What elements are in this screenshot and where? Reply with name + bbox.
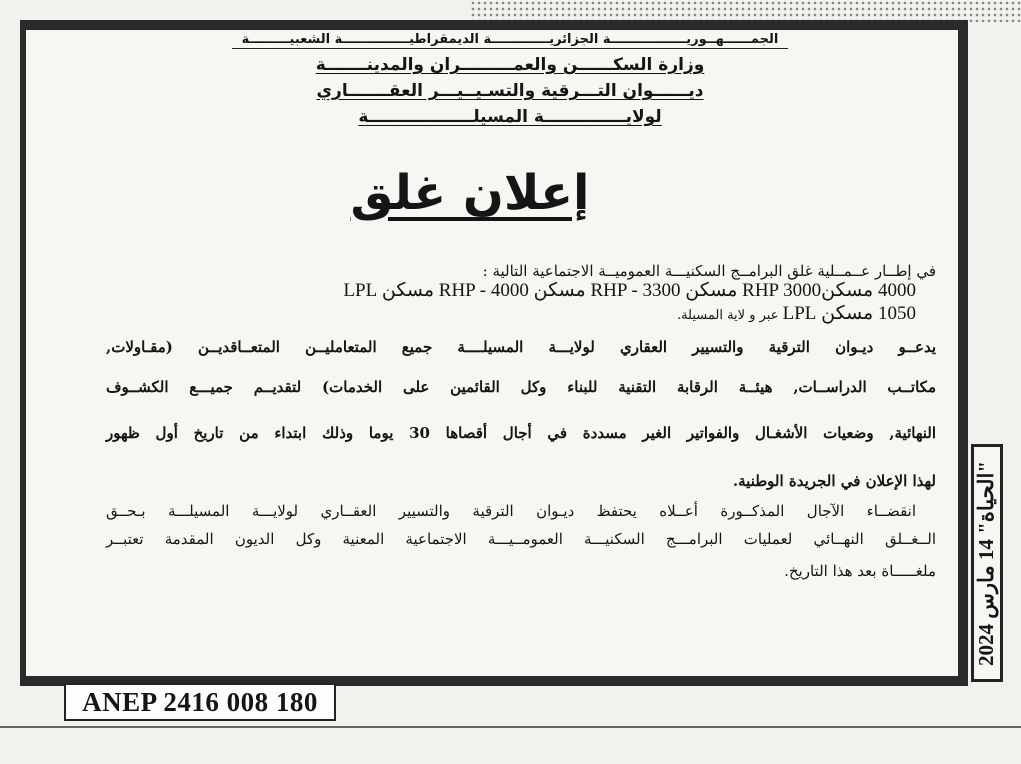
bottom-divider <box>0 726 1021 728</box>
programs-line-2 <box>106 303 916 326</box>
call-line-3: النهائية, وضعيات الأشغـال والفواتير الغير مسددة في أجال أقصاها 30 يوما وذلك ابتداء من تاريخ أول ظهور <box>106 423 936 442</box>
notice-body <box>106 262 936 580</box>
call-line-4: لهذا الإعلان في الجريدة الوطنية. <box>732 471 936 490</box>
issuer-header <box>180 28 840 127</box>
closing-line-2: الــغــلق النهــائي لعمليات البرامـــج السكنيـــة العمومــيـــة الاجتماعية المعنية وكل الديون المقدمة تعتبــر <box>106 529 936 548</box>
anep-reference: ANEP 2416 008 180 <box>64 683 336 721</box>
publication-stamp <box>971 444 1003 682</box>
programs-line-2-number: 1050 مسكن LPL <box>782 302 916 324</box>
office-name: ديــــــوان التـــرقية والتسـيــيـــر العقـــــــاري <box>316 81 704 101</box>
programs-line-2-text: عبر و لاية المسيلة. <box>676 307 783 323</box>
call-line-2: مكاتــب الدراســات, هيئــة الرقابة التقنية للبناء وكل القائمين على الخدمات) لتقديــم جميـــع الكشــوف <box>106 377 936 396</box>
programs-line-1: 4000 مسكنRHP 3000 مسكن RHP - 3300 مسكن RHP - 4000 مسكن LPL <box>343 280 916 301</box>
closing-line-3: ملغـــــاة بعد هذا التاريخ. <box>784 561 936 580</box>
ministry-name: وزارة السكــــــن والعمـــــــــران والمدينـــــــة <box>315 55 705 75</box>
call-line-1: يدعــو ديـوان الترقية والتسيير العقاري لولايـــة المسيلــــة جميع المتعامليــن المتعــاقديــن (مقـاولات, <box>106 337 936 356</box>
province-name: لولايــــــــــــــة المسيلــــــــــــــــــة <box>358 107 662 127</box>
republic-name: الجمــــــهــوريـــــــــــــــــة الجزائريـــــــــــــة الديمقراطيـــــــــــــــة الشعبيـــــــــة <box>232 32 789 49</box>
closing-line-1: انقضــاء الآجال المذكــورة أعــلاه يحتفظ ديـوان الترقية والتسيير العقــاري لولايـــة المسيلـــة بـحــق <box>106 501 916 520</box>
publication-stamp-text: "الحياة" 14 مارس 2024 <box>974 460 999 666</box>
perforation-dots <box>470 0 1021 22</box>
notice-title: إعلان غلق <box>350 165 590 221</box>
intro-line: في إطــار عــمــلية غلق البرامــج السكنيـــة العموميــة الاجتماعية التالية : <box>482 262 936 280</box>
